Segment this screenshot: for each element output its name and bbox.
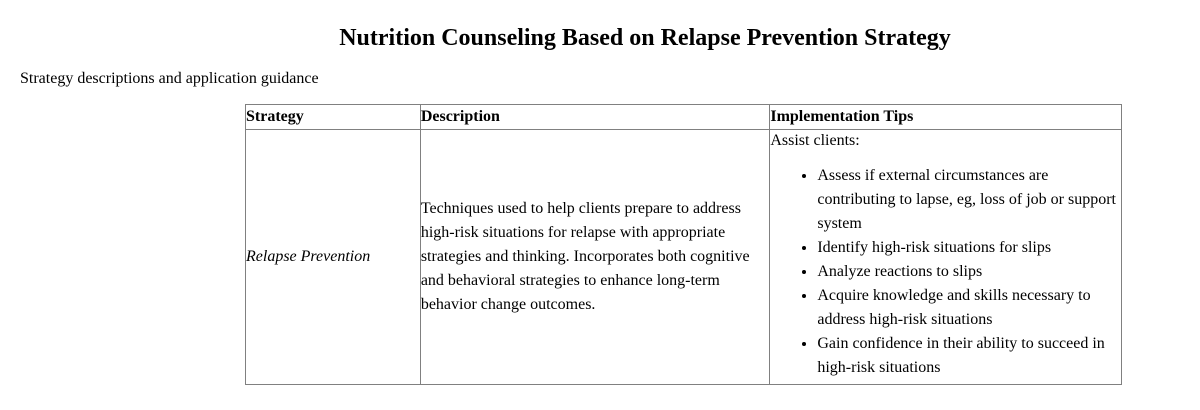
description-cell: Techniques used to help clients prepare to address high-risk situations for relapse with appropriate strategies and thinking. Incorporates both cognitive and behavioral strategies to enhance long-term behavior change outcomes. bbox=[420, 130, 770, 385]
implementation-tips-cell bbox=[770, 130, 1122, 385]
list-item: • Assess if external circumstances are contributing to lapse, eg, loss of job or support system bbox=[817, 164, 1121, 236]
list-item: • Gain confidence in their ability to succeed in high-risk situations bbox=[817, 332, 1121, 380]
tips-intro: Assist clients: bbox=[770, 132, 860, 149]
table-header-row bbox=[246, 105, 1122, 130]
header-description: Description bbox=[420, 105, 770, 130]
header-strategy: Strategy bbox=[246, 105, 421, 130]
strategy-cell: Relapse Prevention bbox=[246, 130, 421, 385]
table-row bbox=[246, 130, 1122, 385]
list-item: • Analyze reactions to slips bbox=[817, 260, 1121, 284]
tips-list bbox=[770, 164, 1121, 380]
list-item: • Acquire knowledge and skills necessary to address high-risk situations bbox=[817, 284, 1121, 332]
header-implementation-tips: Implementation Tips bbox=[770, 105, 1122, 130]
page-title: Nutrition Counseling Based on Relapse Prevention Strategy bbox=[339, 25, 951, 51]
page-subtitle: Strategy descriptions and application guidance bbox=[20, 70, 319, 87]
list-item: • Identify high-risk situations for slips bbox=[817, 236, 1121, 260]
strategy-table bbox=[245, 104, 1122, 385]
